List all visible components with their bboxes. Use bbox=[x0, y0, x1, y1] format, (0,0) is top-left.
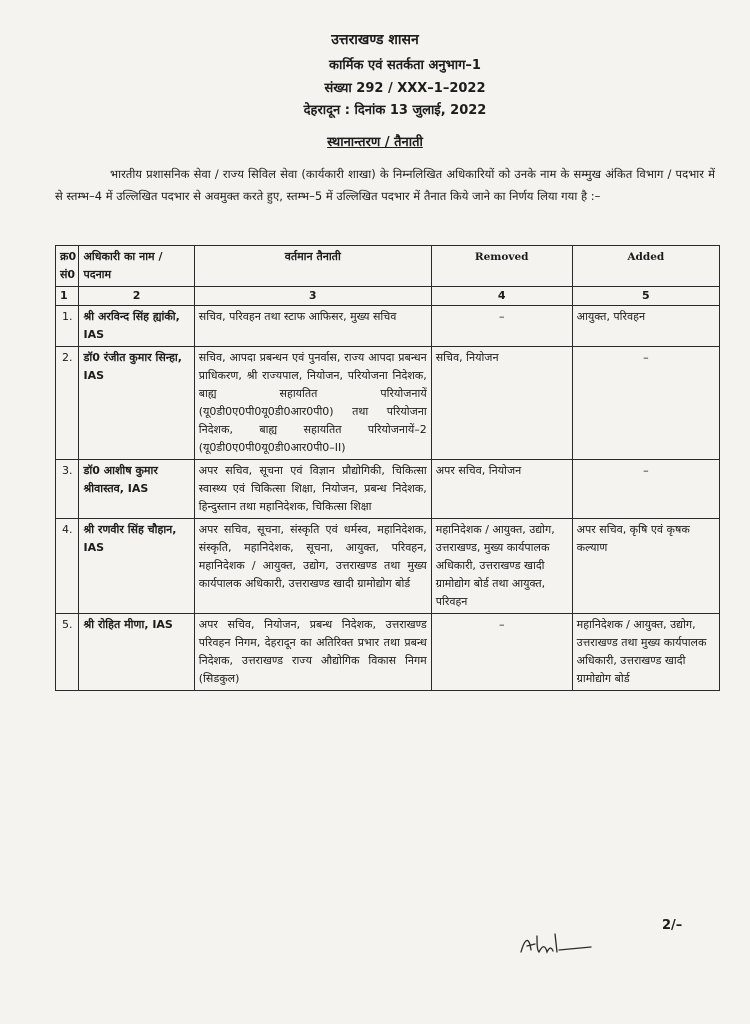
row-sno: 2. bbox=[56, 347, 79, 460]
colnum-4: 4 bbox=[431, 287, 572, 306]
page-continuation: 2/– bbox=[662, 918, 683, 933]
header-sno: क्र0 सं0 bbox=[56, 246, 79, 287]
header-removed: Removed bbox=[431, 246, 572, 287]
row-added: अपर सचिव, कृषि एवं कृषक कल्याण bbox=[572, 519, 719, 614]
row-removed: सचिव, नियोजन bbox=[431, 347, 572, 460]
colnum-3: 3 bbox=[194, 287, 431, 306]
row-removed: – bbox=[431, 306, 572, 347]
row-current-posting: सचिव, परिवहन तथा स्टाफ आफिसर, मुख्य सचिव bbox=[194, 306, 431, 347]
order-number: संख्या 292 / XXX–1–2022 bbox=[324, 81, 486, 96]
table-row bbox=[56, 460, 720, 519]
row-sno: 1. bbox=[56, 306, 79, 347]
row-added: – bbox=[572, 347, 719, 460]
row-officer-name: श्री रोहित मीणा, IAS bbox=[79, 614, 194, 691]
subject-text: स्थानान्तरण / तैनाती bbox=[327, 135, 423, 150]
row-current-posting: अपर सचिव, नियोजन, प्रबन्ध निदेशक, उत्तराखण्ड परिवहन निगम, देहरादून का अतिरिक्त प्रभार तथा प्रबन्ध निदेशक, उत्तराखण्ड राज्य औद्योगिक विकास निगम (सिडकुल) bbox=[194, 614, 431, 691]
row-current-posting: अपर सचिव, सूचना, संस्कृति एवं धर्मस्व, महानिदेशक, संस्कृति, महानिदेशक, सूचना, आयुक्त, परिवहन, महानिदेशक / आयुक्त, उद्योग, उत्तराखण्ड तथा मुख्य कार्यपालक अधिकारी, उत्तराखण्ड खादी ग्रामोद्योग बोर्ड bbox=[194, 519, 431, 614]
table-header-row bbox=[56, 246, 720, 287]
row-current-posting: सचिव, आपदा प्रबन्धन एवं पुनर्वास, राज्य आपदा प्रबन्धन प्राधिकरण, श्री राज्यपाल, नियोजन, परियोजना निदेशक, बाह्य सहायतित परियोजनायें (यू0डी0ए0पी0यू0डी0आर0पी0) तथा परियोजना निदेशक, बाह्य सहायतित परियोजनायें–2 (यू0डी0ए0पी0यू0डी0आर0पी0–II) bbox=[194, 347, 431, 460]
row-removed: अपर सचिव, नियोजन bbox=[431, 460, 572, 519]
subject-heading bbox=[0, 132, 750, 150]
row-officer-name: डॉ0 रंजीत कुमार सिन्हा, IAS bbox=[79, 347, 194, 460]
intro-paragraph bbox=[55, 163, 715, 207]
intro-text: भारतीय प्रशासनिक सेवा / राज्य सिविल सेवा (कार्यकारी शाखा) के निम्नलिखित अधिकारियों को उनके नाम के सम्मुख अंकित विभाग / पदभार में से स्तम्भ–4 में उल्लिखित पदभार से अवमुक्त करते हुए, स्तम्भ–5 में उल्लिखित पदभार में तैनात किये जाने का निर्णय लिया गया है :– bbox=[55, 167, 715, 203]
table-row bbox=[56, 519, 720, 614]
table-row bbox=[56, 347, 720, 460]
row-added: आयुक्त, परिवहन bbox=[572, 306, 719, 347]
row-sno: 5. bbox=[56, 614, 79, 691]
colnum-5: 5 bbox=[572, 287, 719, 306]
header-officer: अधिकारी का नाम / पदनाम bbox=[79, 246, 194, 287]
table-row bbox=[56, 614, 720, 691]
department-name: कार्मिक एवं सतर्कता अनुभाग–1 bbox=[329, 58, 481, 73]
row-officer-name: श्री रणवीर सिंह चौहान, IAS bbox=[79, 519, 194, 614]
row-officer-name: डॉ0 आशीष कुमार श्रीवास्तव, IAS bbox=[79, 460, 194, 519]
row-officer-name: श्री अरविन्द सिंह ह्यांकी, IAS bbox=[79, 306, 194, 347]
colnum-2: 2 bbox=[79, 287, 194, 306]
row-current-posting: अपर सचिव, सूचना एवं विज्ञान प्रौद्योगिकी, चिकित्सा स्वास्थ्य एवं चिकित्सा शिक्षा, नियोजन, प्रबन्ध निदेशक, हिन्दुस्तान तथा महानिदेशक, चिकित्सा शिक्षा bbox=[194, 460, 431, 519]
row-added: महानिदेशक / आयुक्त, उद्योग, उत्तराखण्ड तथा मुख्य कार्यपालक अधिकारी, उत्तराखण्ड खादी ग्रामोद्योग बोर्ड bbox=[572, 614, 719, 691]
row-sno: 3. bbox=[56, 460, 79, 519]
colnum-1: 1 bbox=[56, 287, 79, 306]
row-added: – bbox=[572, 460, 719, 519]
govt-name: उत्तराखण्ड शासन bbox=[331, 32, 419, 48]
header-added: Added bbox=[572, 246, 719, 287]
handwritten-signature-icon bbox=[515, 930, 595, 960]
row-removed: महानिदेशक / आयुक्त, उद्योग, उत्तराखण्ड, मुख्य कार्यपालक अधिकारी, उत्तराखण्ड खादी ग्रामोद्योग बोर्ड तथा आयुक्त, परिवहन bbox=[431, 519, 572, 614]
header-current-posting: वर्तमान तैनाती bbox=[194, 246, 431, 287]
order-date: देहरादून : दिनांक 13 जुलाई, 2022 bbox=[303, 103, 487, 118]
row-removed: – bbox=[431, 614, 572, 691]
column-number-row bbox=[56, 287, 720, 306]
table-row bbox=[56, 306, 720, 347]
transfer-table bbox=[55, 245, 720, 691]
row-sno: 4. bbox=[56, 519, 79, 614]
